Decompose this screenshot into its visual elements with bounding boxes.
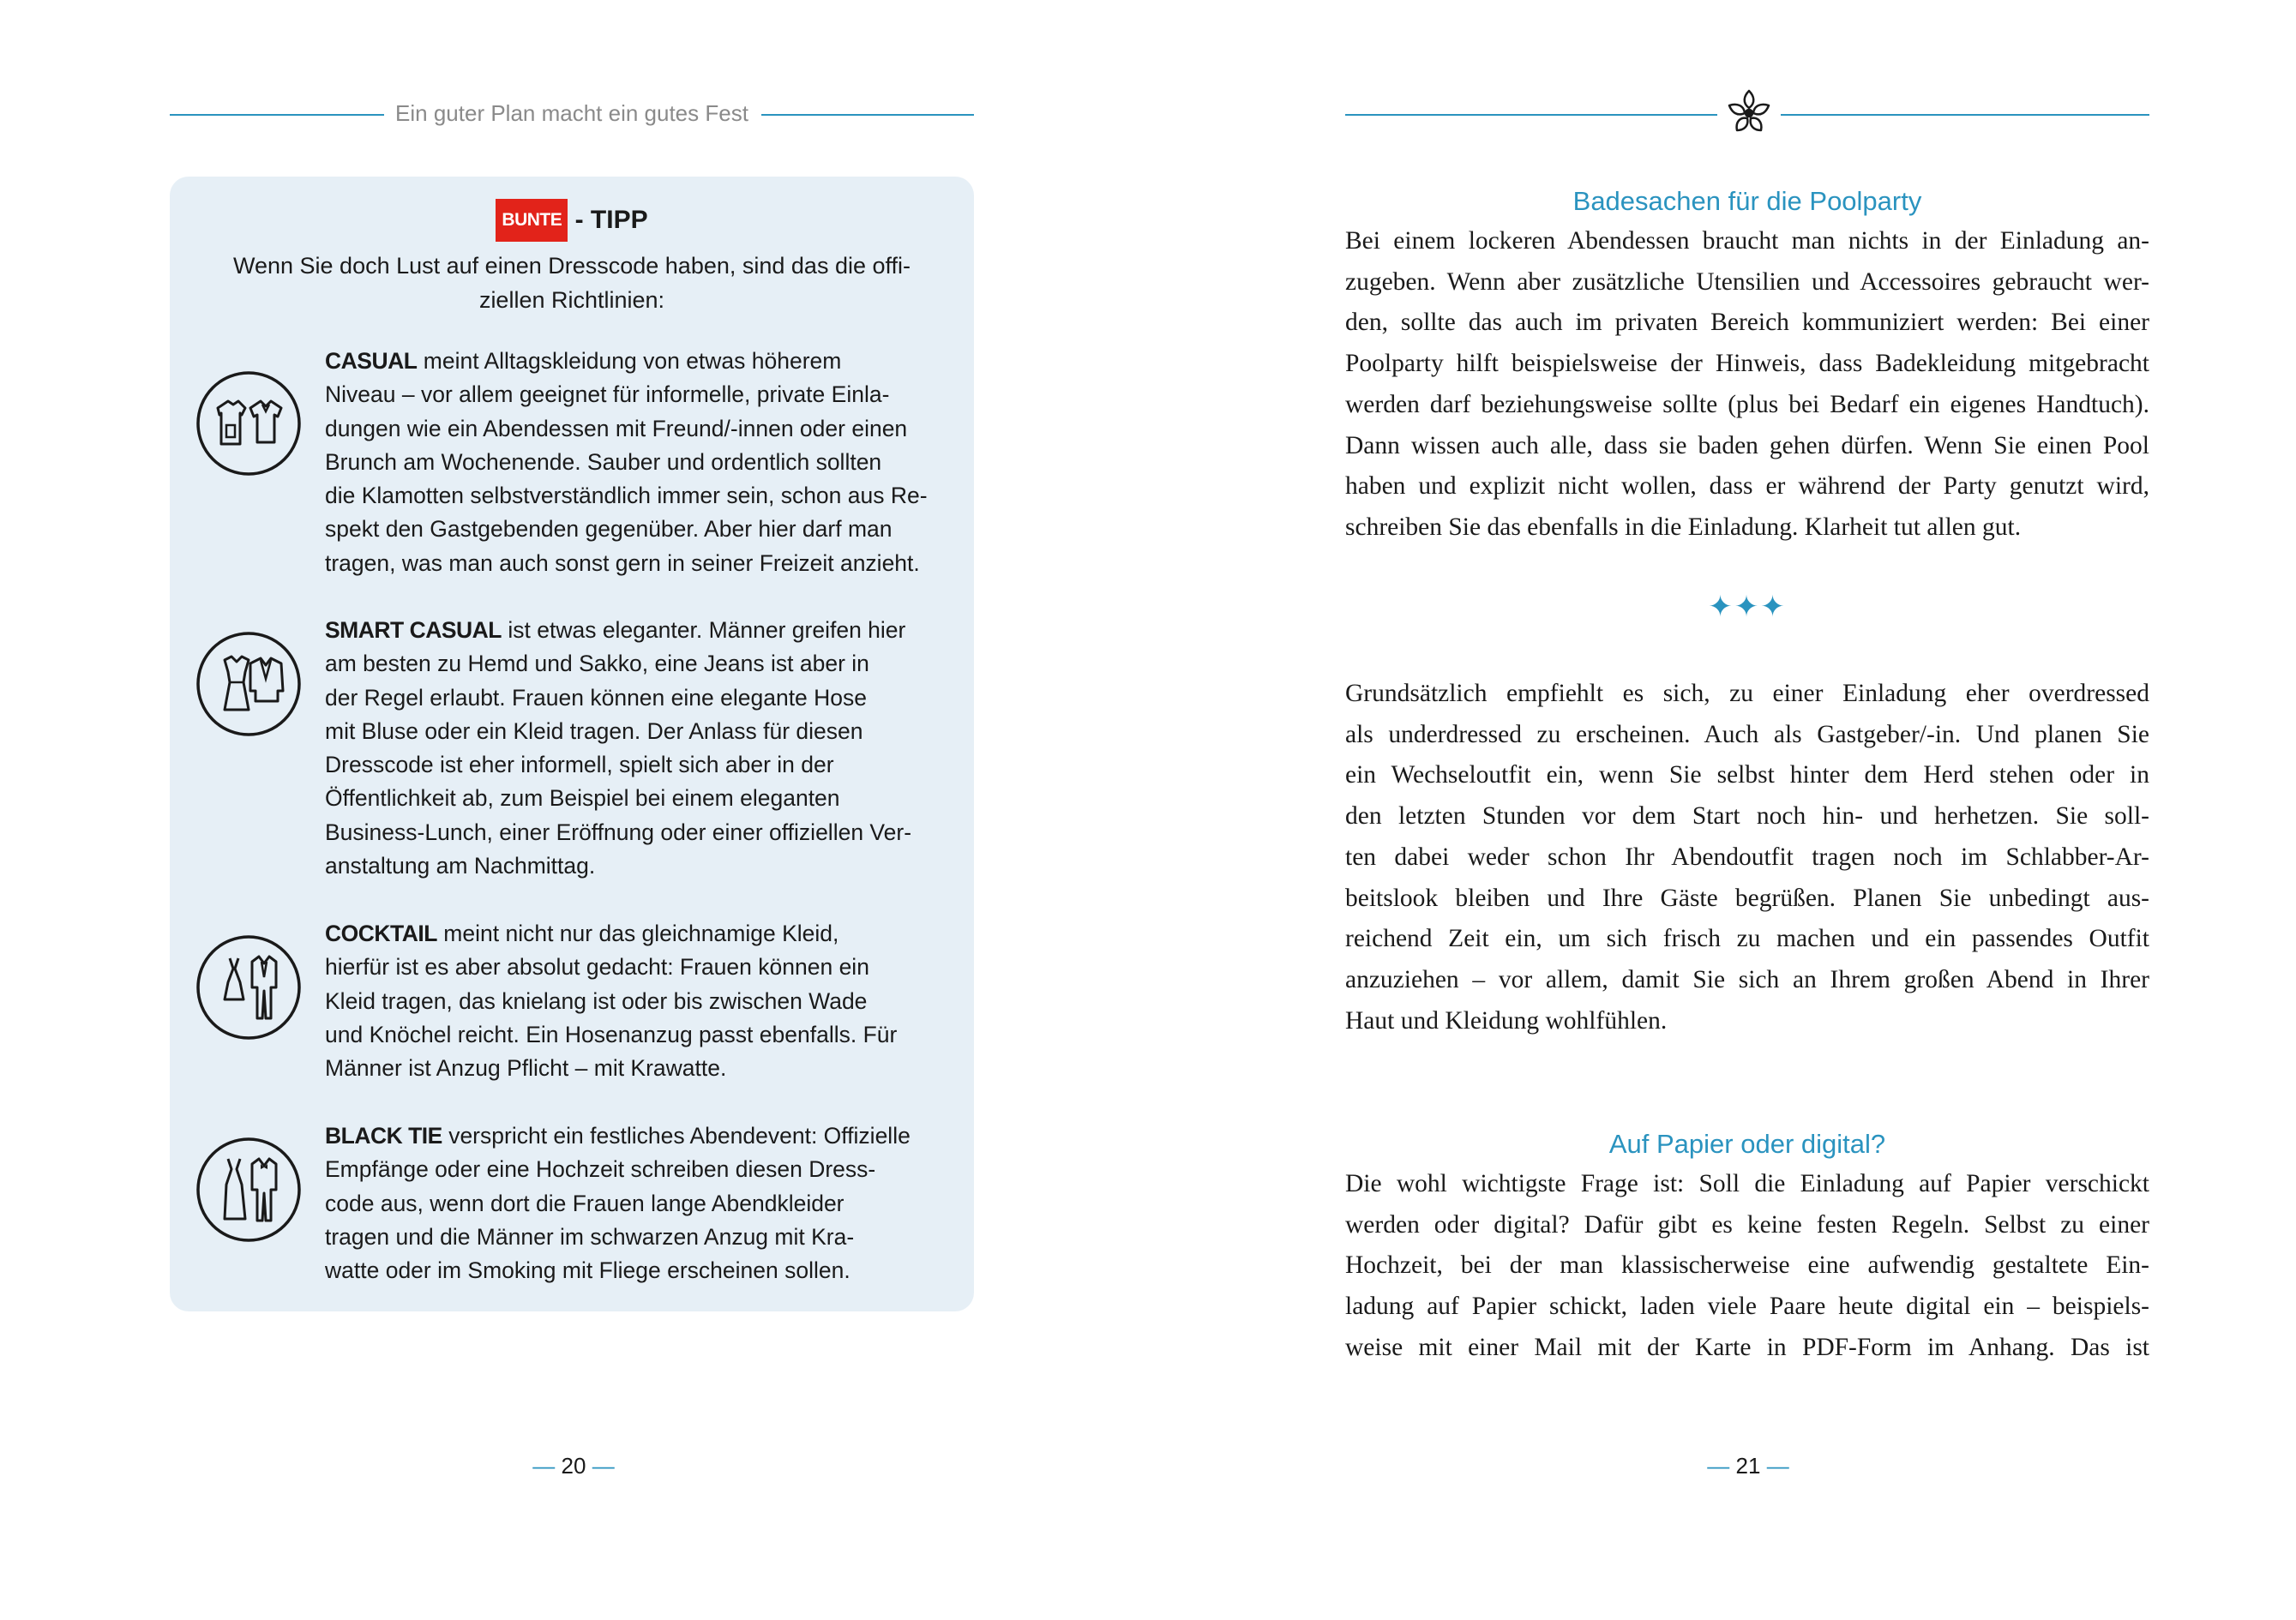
- dresscode-term: SMART CASUAL: [325, 617, 502, 643]
- tip-box: BUNTE - TIPP Wenn Sie doch Lust auf einen Dresscode haben, sind das die offi- ziellen Richtlinien: CASUAL meint Alltagskleidung von etwas höherem Niveau – vor allem geeignet für informelle, private Einla- dungen wie ein Abendessen mit Freund/-innen oder einen Brunch am Wochenende. Sauber und ordentlich sollten die Klamotten selbstverständlich immer sein, schon aus Re- spekt den Gastgebenden gegenüber. Aber hier darf man tragen, was man auch sonst gern in seiner Freizeit anzieht. SMART CASUAL ist etwas eleganter. Männer greifen hier am besten zu Hemd und Sakko, eine Jeans ist aber in der Regel erlaubt. Frauen können eine elegante Hose mit Bluse oder ein Kleid tragen. Der Anlass für diesen Dresscode ist eher informell, spielt sich aber in der Öffentlichkeit ab, zum Beispiel bei einem eleganten Business-Lunch, einer Eröffnung oder einer offiziellen Ver- anstaltung am Nachmittag. COCKTAIL meint nicht nur das gleichnamige Kleid, hierfür ist es aber absolut gedacht: Frauen können ein Kleid tragen, das knielang ist oder bis zwischen Wade und Knöchel reicht. Ein Hosenanzug passt ebenfalls. Für Männer ist Anzug Pflicht – mit Krawatte. BLACK TIE verspricht ein festliches Abendevent: Offizielle Empfänge oder eine Hochzeit schreiben diesen Dress- code aus, wenn dort die Frauen lange Abendkleider tragen und die Männer im schwarzen Anzug mit Kra- watte oder im Smoking mit Fliege erscheinen sollen.: [170, 177, 974, 1311]
- dresscode-term: CASUAL: [325, 348, 418, 374]
- header-rule-left: [1345, 114, 1717, 116]
- casual-clothes-icon: [195, 370, 302, 477]
- paragraph-dress-advice: Grundsätzlich empfiehlt es sich, zu einer Einladung eher overdressed als underdressed zu erscheinen. Auch als Gastgeber/-in. Und planen Sie ein Wechseloutfit ein, wenn Sie selbst hinter dem Herd stehen oder in den letzten Stunden vor dem Start noch hin- und herhetzen. Sie soll- ten dabei weder schon Ihr Abendoutfit tragen noch im Schlabber-Ar- beitslook bleiben und Ihre Gäste begrüßen. Planen Sie unbedingt aus- reichend Zeit ein, um sich frisch zu machen und ein passendes Outfit anzuziehen – vor allem, damit Sie sich an Ihrem großen Abend in Ihrer Haut und Kleidung wohlfühlen.: [1345, 680, 2149, 1035]
- section-heading-poolparty: Badesachen für die Poolparty: [1572, 186, 1922, 216]
- tip-title-text: - TIPP: [568, 206, 648, 234]
- page-number: — 20 —: [532, 1453, 615, 1479]
- section-heading-paper-digital: Auf Papier oder digital?: [1608, 1129, 1886, 1159]
- ornament-divider: ✦✦✦: [1708, 590, 1787, 624]
- dresscode-term: BLACK TIE: [325, 1123, 442, 1149]
- tip-intro: Wenn Sie doch Lust auf einen Dresscode haben, sind das die offi- ziellen Richtlinien:: [232, 253, 911, 313]
- page-number: — 21 —: [1707, 1453, 1789, 1479]
- tip-title: [170, 199, 974, 242]
- running-header-title: Ein guter Plan macht ein gutes Fest: [387, 100, 757, 126]
- header-rule-right: [1781, 114, 2149, 116]
- dresscode-term: COCKTAIL: [325, 921, 437, 946]
- paragraph-poolparty: Bei einem lockeren Abendessen braucht man nichts in der Einladung an- zugeben. Wenn aber zusätzliche Utensilien und Accessoires gebraucht wer- den, sollte das auch im privaten Bereich kommuniziert werden: Bei einer Poolparty hilft beispielsweise der Hinweis, dass Badekleidung mitgebracht werden darf beziehungsweise sollte (plus bei Bedarf ein eigenes Handtuch). Dann wissen auch alle, dass sie baden gehen dürfen. Wenn Sie einen Pool haben und explizit nicht wollen, dass er während der Party genutzt wird, schreiben Sie das ebenfalls in die Einladung. Klarheit tut allen gut.: [1345, 227, 2149, 541]
- running-header: [1345, 86, 2149, 141]
- right-page: [1148, 0, 2296, 1620]
- flower-icon: [1723, 86, 1775, 141]
- bunte-logo: BUNTE: [496, 199, 568, 242]
- black-tie-clothes-icon: [195, 1137, 302, 1243]
- running-header: [170, 96, 974, 130]
- cocktail-clothes-icon: [195, 934, 302, 1041]
- paragraph-paper-digital: Die wohl wichtigste Frage ist: Soll die Einladung auf Papier verschickt werden oder digital? Dafür gibt es keine festen Regeln. Selbst zu einer Hochzeit, bei der man klassischerweise eine aufwendig gestaltete Ein- ladung auf Papier schickt, laden viele Paare heute digital ein – beispiels- weise mit einer Mail mit der Karte in PDF-Form im Anhang. Das ist: [1345, 1170, 2149, 1361]
- smart-casual-clothes-icon: [195, 631, 302, 737]
